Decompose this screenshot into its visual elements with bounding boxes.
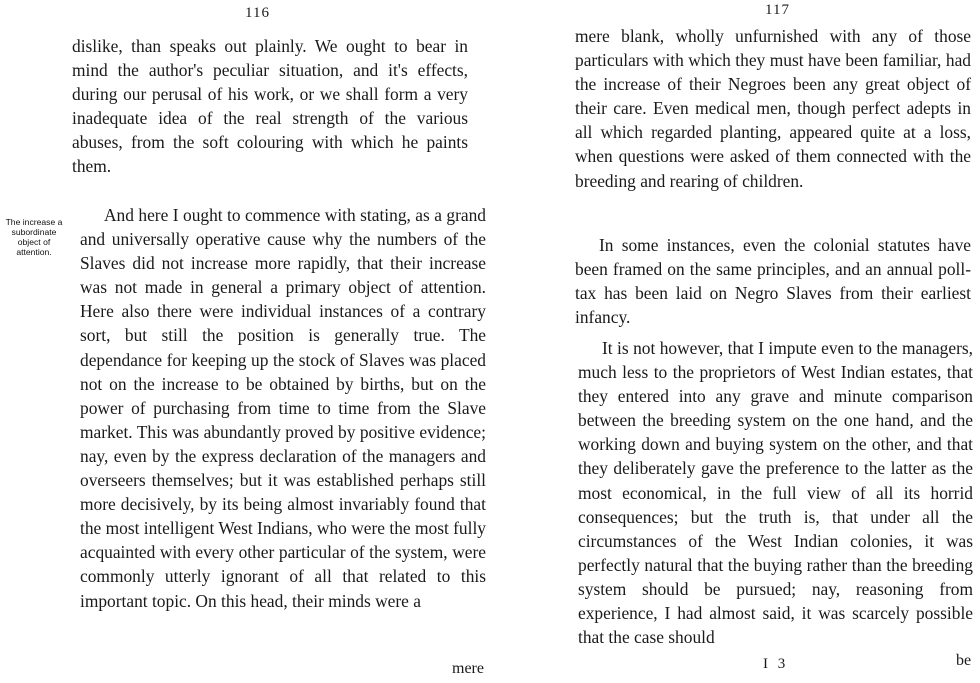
body-paragraph: And here I ought to commence with stating, as a grand and universally operative cause why the numbers of the Slaves did not increase more rapidly, that their increase was not made in general a primary object of attention. Here also there were individual instances of a contrary sort, but still the position is generally true. The dependance for keeping up the stock of Slaves was placed not on the increase to be obtained by births, but on the power of purchasing from time to time from the Slave market. This was abundantly proved by positive evidence; nay, even by the express declaration of the managers and overseers themselves; but it was established perhaps still more decisively, by its being almost invariably found that the most intelligent West Indians, who were the most fully acquainted with every other particular of the system, were commonly utterly ignorant of all that related to this important topic. On this head, their minds were a: [80, 205, 486, 611]
right-page: [490, 0, 980, 683]
body-paragraph: In some instances, even the colonial statutes have been framed on the same principles, and an annual poll-tax has been laid on Negro Slaves from their earliest infancy.: [575, 235, 971, 328]
marginal-note: The increase a subordinate object of attention.: [5, 217, 63, 257]
catchword: be: [956, 652, 972, 669]
continued-paragraph: dislike, than speaks out plainly. We ought to bear in mind the author's peculiar situation, and it's effects, during our perusal of his work, or we shall form a very inadequate idea of the real strength of the various abuses, from the soft colouring with which he paints them.: [72, 36, 468, 177]
body-paragraph: It is not however, that I impute even to the managers, much less to the proprietors of West Indian estates, that they entered into any grave and minute comparison between the breeding system on the one hand, and the working down and buying system on the other, and that they deliberately gave the preference to the latter as the most economical, in the full view of all its horrid consequences; but the truth is, that under all the circumstances of the West Indian colonies, it was perfectly natural that the buying rather than the breeding system should be pursued; nay, reasoning from experience, I had almost said, it was scarcely possible that the case should: [578, 338, 973, 648]
catchword: mere: [452, 660, 484, 677]
signature-mark: I 3: [763, 656, 789, 672]
page-number: 117: [765, 2, 790, 18]
page-number: 116: [245, 5, 270, 21]
continued-paragraph: mere blank, wholly unfurnished with any of those particulars with which they must have been familiar, had the increase of their Negroes been any great object of their care. Even medical men, though perfect adepts in all which regarded planting, appeared quite at a loss, when questions were asked of them connected with the breeding and rearing of children.: [575, 26, 971, 191]
